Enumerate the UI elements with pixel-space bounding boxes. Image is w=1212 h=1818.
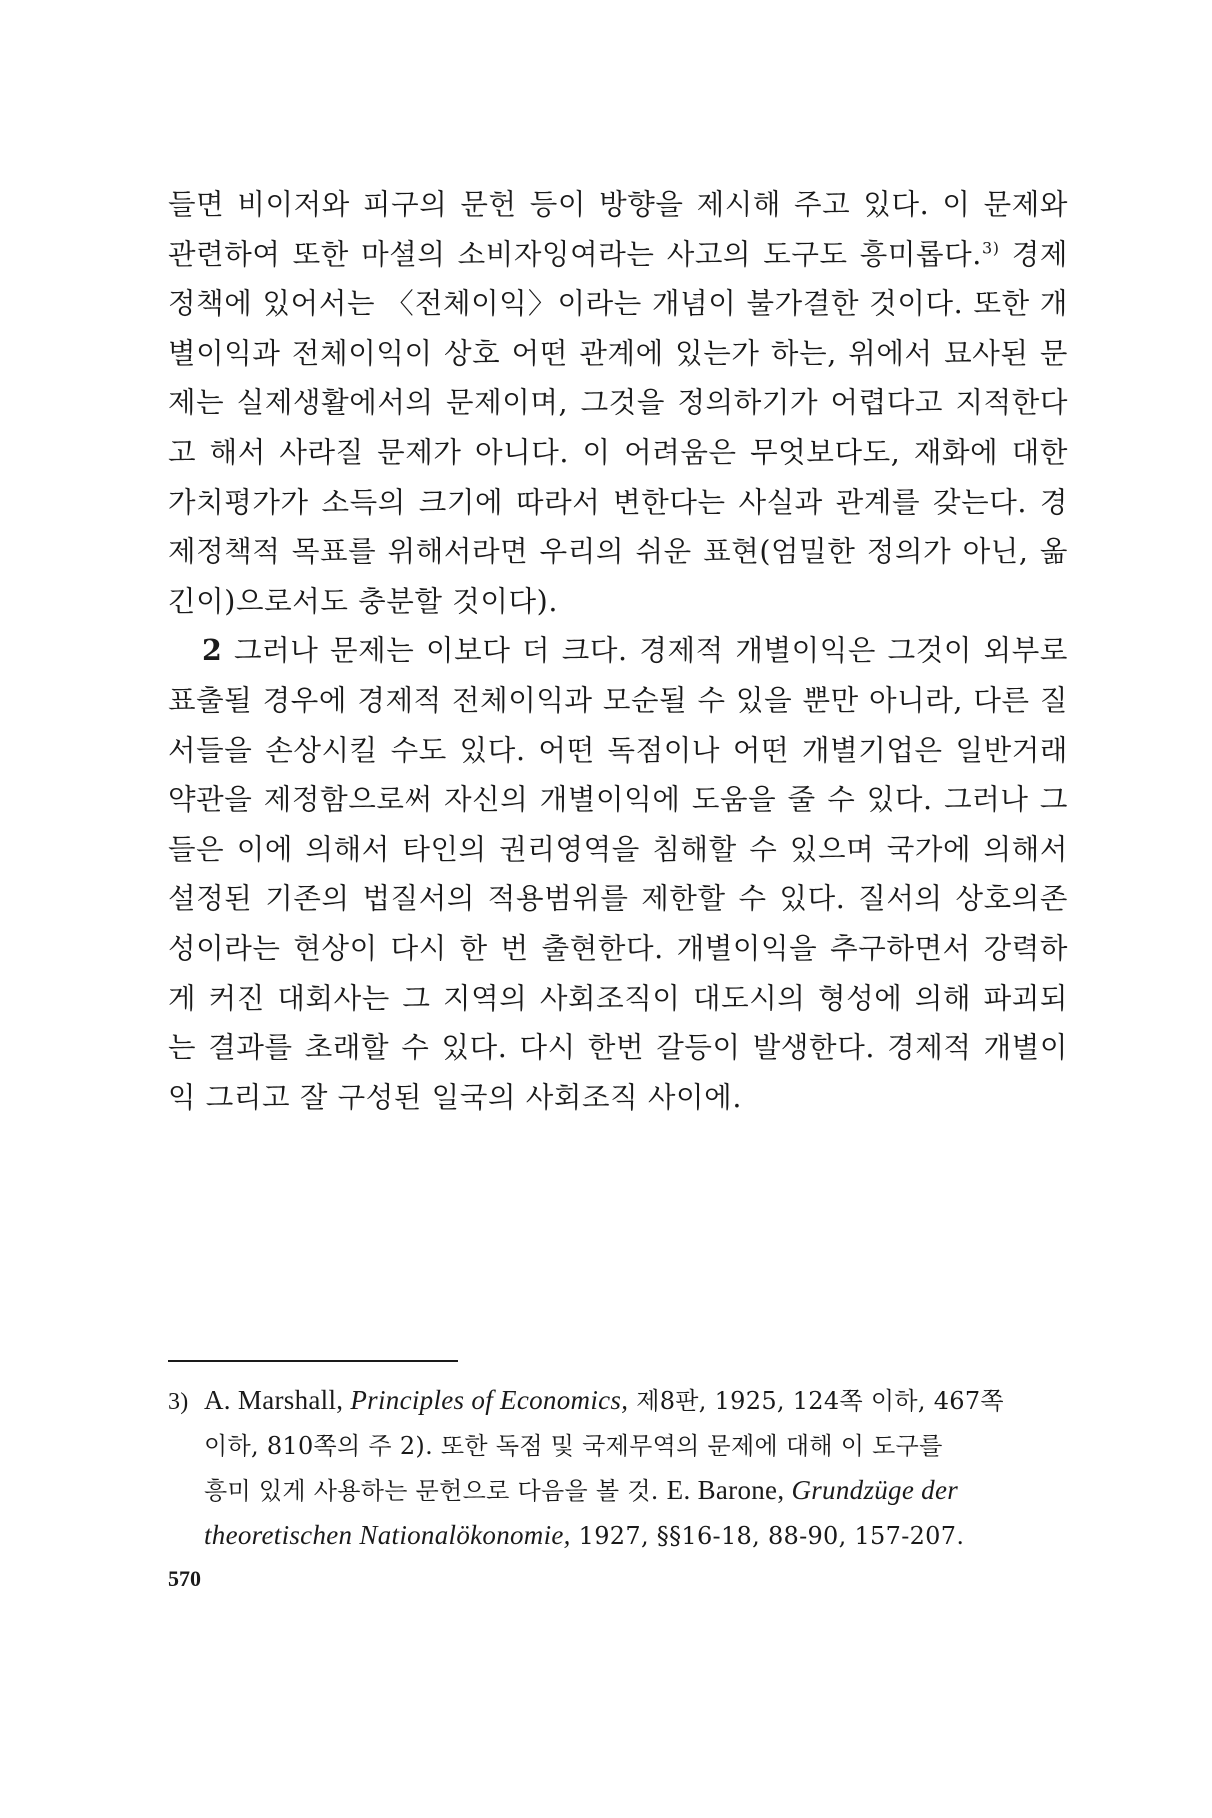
footnote-line (168, 1513, 1068, 1558)
paragraph (168, 626, 1068, 1122)
footnote-title: theoretischen Nationalökonomie, (204, 1520, 571, 1550)
footnote-reference: 3) (981, 238, 1000, 258)
footnote-text: 흥미 있게 사용하는 문헌으로 다음을 볼 것. (204, 1477, 667, 1505)
footnote-author: A. Marshall, (204, 1385, 351, 1415)
body-text (168, 180, 1068, 1122)
footnote-text: 1927, §§16-18, 88-90, 157-207. (570, 1522, 965, 1550)
footnote-title: Grundzüge der (791, 1475, 959, 1505)
footnote-author: E. Barone, (666, 1475, 792, 1505)
paragraph-text: 들면 비이저와 피구의 문헌 등이 방향을 제시해 주고 있다. 이 문제와 관련하여 또한 마셜의 소비자잉여라는 사고의 도구도 흥미롭다. (168, 188, 1068, 271)
page-number: 570 (168, 1566, 201, 1591)
footnote-line (168, 1424, 1068, 1468)
paragraph-text: 그러나 문제는 이보다 더 크다. 경제적 개별이익은 그것이 외부로 표출될 경우에 경제적 전체이익과 모순될 수 있을 뿐만 아니라, 다른 질서들을 손상시킬 수도 있다. 어떤 독점이나 어떤 개별기업은 일반거래약관을 제정함으로써 자신의 개별이익에 도움을 줄 수 있다. 그러나 그들은 이에 의해서 타인의 권리영역을 침해할 수 있으며 국가에 의해서 설정된 기존의 법질서의 적용범위를 제한할 수 있다. 질서의 상호의존성이라는 현상이 다시 한 번 출현한다. 개별이익을 추구하면서 강력하게 커진 대회사는 그 지역의 사회조직이 대도시의 형성에 의해 파괴되는 결과를 초래할 수 있다. 다시 한번 갈등이 발생한다. 경제적 개별이익 그리고 잘 구성된 일국의 사회조직 사이에. (168, 634, 1068, 1114)
footnote-title: Principles of Economics, (350, 1385, 629, 1415)
footnote-divider (168, 1360, 458, 1362)
footnote (168, 1378, 1068, 1558)
footnote-text: 이하, 810쪽의 주 2). 또한 독점 및 국제무역의 문제에 대해 이 도구를 (204, 1432, 943, 1460)
paragraph (168, 180, 1068, 626)
paragraph-text: 경제정책에 있어서는 〈전체이익〉이라는 개념이 불가결한 것이다. 또한 개별이익과 전체이익이 상호 어떤 관계에 있는가 하는, 위에서 묘사된 문제는 실제생활에서의 문제이며, 그것을 정의하기가 어렵다고 지적한다고 해서 사라질 문제가 아니다. 이 어려움은 무엇보다도, 재화에 대한 가치평가가 소득의 크기에 따라서 변한다는 사실과 관계를 갖는다. 경제정책적 목표를 위해서라면 우리의 쉬운 표현(엄밀한 정의가 아닌, 옮긴이)으로서도 충분할 것이다). (168, 237, 1069, 618)
footnote-text: 제8판, 1925, 124쪽 이하, 467쪽 (628, 1387, 1004, 1415)
footnote-line (168, 1378, 1068, 1424)
footnote-line (168, 1468, 1068, 1513)
footnote-marker: 3) (168, 1389, 189, 1415)
paragraph-number: 2 (202, 633, 223, 668)
